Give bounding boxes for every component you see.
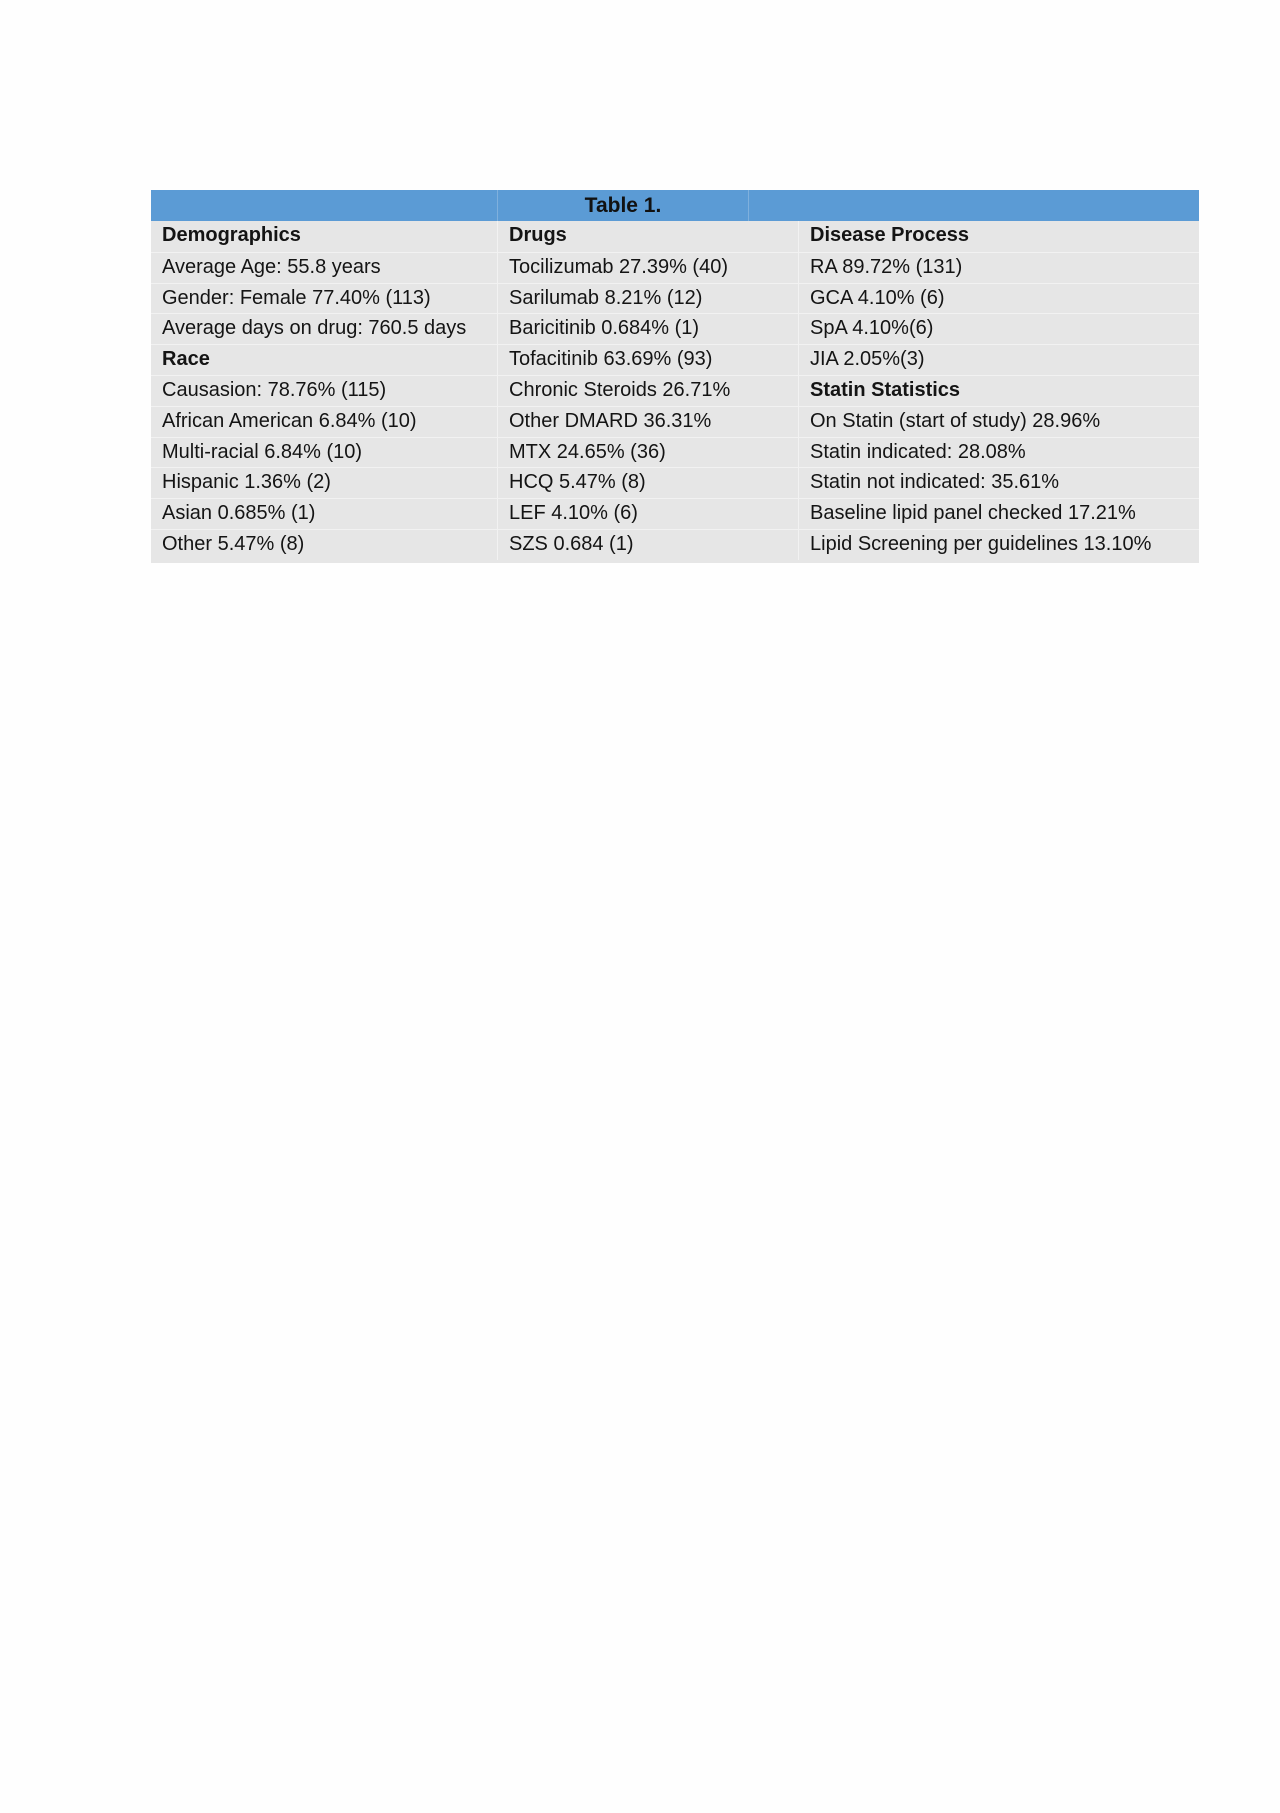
cell-demographics: Average days on drug: 760.5 days xyxy=(151,314,498,344)
table-row xyxy=(151,406,1199,437)
demographics-table xyxy=(151,190,1199,563)
table-row xyxy=(151,313,1199,344)
table-title: Table 1. xyxy=(498,190,749,221)
cell-demographics: Gender: Female 77.40% (113) xyxy=(151,284,498,314)
table-title-row xyxy=(151,190,1199,221)
title-cell-right xyxy=(749,190,1199,221)
cell-drugs: Chronic Steroids 26.71% xyxy=(498,376,799,406)
cell-drugs: Other DMARD 36.31% xyxy=(498,407,799,437)
table-row xyxy=(151,344,1199,375)
cell-disease: JIA 2.05%(3) xyxy=(810,348,925,371)
cell-disease: Disease Process xyxy=(810,224,970,246)
cell-demographics: Race xyxy=(151,345,498,375)
cell-disease: Statin indicated: 28.08% xyxy=(810,440,1026,463)
cell-demographics: Causasion: 78.76% (115) xyxy=(151,376,498,406)
table-row xyxy=(151,221,1199,252)
cell-disease: Lipid Screening per guidelines 13.10% xyxy=(810,532,1152,555)
cell-demographics: Other 5.47% (8) xyxy=(151,530,498,560)
cell-disease: GCA 4.10% (6) xyxy=(810,286,945,309)
cell-demographics: Hispanic 1.36% (2) xyxy=(151,468,498,498)
cell-demographics: Multi-racial 6.84% (10) xyxy=(151,438,498,468)
cell-drugs: MTX 24.65% (36) xyxy=(498,438,799,468)
cell-drugs: Sarilumab 8.21% (12) xyxy=(498,284,799,314)
table-row xyxy=(151,437,1199,468)
cell-demographics: Asian 0.685% (1) xyxy=(151,499,498,529)
cell-drugs: Baricitinib 0.684% (1) xyxy=(498,314,799,344)
cell-disease: Statin not indicated: 35.61% xyxy=(810,471,1060,494)
table-body xyxy=(151,221,1199,563)
cell-drugs: SZS 0.684 (1) xyxy=(498,530,799,560)
cell-drugs: Tofacitinib 63.69% (93) xyxy=(498,345,799,375)
cell-drugs: LEF 4.10% (6) xyxy=(498,499,799,529)
table-row xyxy=(151,375,1199,406)
table-row xyxy=(151,252,1199,283)
table-row xyxy=(151,498,1199,529)
cell-disease: SpA 4.10%(6) xyxy=(810,317,934,340)
cell-disease: Statin Statistics xyxy=(810,378,961,401)
cell-demographics: Average Age: 55.8 years xyxy=(151,253,498,283)
table-row xyxy=(151,529,1199,560)
table-row xyxy=(151,283,1199,314)
cell-demographics: African American 6.84% (10) xyxy=(151,407,498,437)
title-cell-left xyxy=(151,190,498,221)
cell-drugs: HCQ 5.47% (8) xyxy=(498,468,799,498)
cell-drugs: Drugs xyxy=(498,221,799,252)
cell-disease: RA 89.72% (131) xyxy=(810,255,963,278)
table-row xyxy=(151,467,1199,498)
cell-disease: On Statin (start of study) 28.96% xyxy=(810,409,1101,432)
cell-demographics: Demographics xyxy=(151,221,498,252)
cell-disease: Baseline lipid panel checked 17.21% xyxy=(810,502,1136,525)
cell-drugs: Tocilizumab 27.39% (40) xyxy=(498,253,799,283)
